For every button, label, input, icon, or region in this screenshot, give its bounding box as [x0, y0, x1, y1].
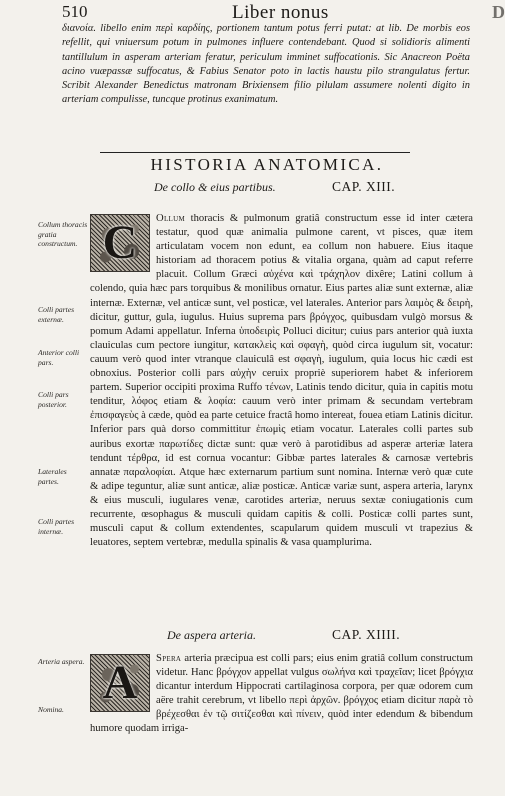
chapter-13-heading [62, 180, 472, 200]
chapter-13-body [90, 212, 473, 550]
margin-note: Arteria aspera. [38, 657, 85, 666]
margin-note: Collum thoracis gratia constructum. [38, 220, 88, 249]
chapter-14-text: arteria præcipua est colli pars; eius enim gratiâ collum constructum videtur. Hanc βρόγχον appellat vulgus σωλήνα καὶ τραχεῖαν; licet βρόγχια dicantur interdum Hippocrati cartilaginosa corpora, per quæ odorem cum aëre trahit cerebrum, vt libello περὶ ἀρχῶν. βρόγχος etiam dicitur παρὰ τὸ βρέχεσθαι ἐν τῷ σιτίζεσθαι καὶ πίνειν, quòd inter edendum & bibendum humore quodam irriga- [90, 653, 473, 735]
page-number: 510 [62, 2, 88, 21]
decorated-initial-c: C [90, 214, 150, 272]
margin-note: Anterior colli pars. [38, 348, 80, 367]
margin-note: Nomina. [38, 705, 64, 714]
section-title: HISTORIA ANATOMICA. [150, 155, 384, 174]
chapter-13-lead: Ollum [156, 213, 185, 224]
chapter-14-subtitle: De aspera arteria. [167, 628, 256, 642]
chapter-13-subtitle: De collo & eius partibus. [154, 180, 276, 194]
preceding-paragraph: διανοία. libello enim περὶ καρδίης, portionem tantum potus ferri putat: at lib. De morbis eos refellit, qui vniuersum potum in pulmones influere contendebant. Quod si solidioris alimenti tantillulum in asperam arteriam feratur, periculum imminet suffocationis. Sic Anacreon Poëta acino vuæpassæ suffocatus, & Fabius Senator poto in lactis haustu pilo strangulatus fertur. Scribit Alexander Benedictus matronam Brixiensem filio pilulam assumere nolenti digito in arteriam compulisse, tuncque protinus exanimatum. [62, 23, 470, 106]
chapter-13-number: CAP. XIII. [332, 179, 396, 194]
chapter-14-lead: Spera [156, 653, 182, 664]
chapter-14-body [90, 652, 473, 737]
section-divider [100, 152, 410, 153]
chapter-13-text: thoracis & pulmonum gratiâ constructum esse id inter cætera testatur, quod quæ animalia pulmone carent, vt pisces, quæ item articulatam vocem non edunt, ea collum non habuere. Eius itaque historiam ad thoracem potius & vitalia organa, quàm ad caput referre placuit. Collum Græci αὐχένα καὶ τράχηλον dixêre; Latini collum à colendo, quia hæc pars torquibus & monilibus ornatur. Eius partes aliæ sunt externæ, aliæ internæ. Externæ, vel anticæ sunt, vel posticæ, vel laterales. Anterior pars λαιμὸς & δειρὴ, dicitur, guttur, gula, iugulus. Huius suprema pars βρόγχος, quibusdam vulgò morsus & pomum Adami appellatur. Inferna ὑποδειρὶς Polluci dicitur; cuius pars anterior quà iuxta clauiculas cum pectore iungitur, κατακλεὶς καὶ σφαγὴ, quòd circa iugulum sit, vocatur: cauum verò quod inter vtranque clauiculâ est σφαγὴ, iugulum, quia locus hic cædi est obnoxius. Posterior colli pars αὐχὴν ceruix propriè superiorem habet & inferiorem partem. Superior occipiti proxima Ruffo τένων, Latinis tendo dicitur, quia in capitis motu tenditur, λόφος etiam & λοφία: cauum verò inter primam & secundam vertebram ἐπισφαγεὺς à cæde, quòd ea parte cetuice fractâ homo intereat, fouea etiam Latinis dicitur. Inferior pars quà dorso committitur ἐπωμὶς etiam vocatur. Laterales colli partes sub auribus exortæ παρωτίδες dictæ sunt: quæ verò à parotidibus ad asperæ arteriæ latera tendunt τέρθρα, id est cornua vocantur: Gibbæ partes laterales & carnosæ vertebris annatæ παραλοφίαι. Atque hæc externarum partium sunt nomina. Internæ verò quæ cute & adipe teguntur, aliæ sunt anticæ, aliæ posticæ. Anticæ variæ sunt, aspera arteria, larynx & eius musculi, iugulares venæ, carotides arteriæ, neruus sextæ coniugationis cum recurrente, œsophagus & musculi quidam capitis & colli. Posticæ colli partes sunt, musculi caput & collum extendentes, scapularum quidem musculi vt trapezius & leuatores, septem vertebræ, medulla spinalis & vasa quamplurima. [90, 213, 473, 549]
chapter-14-number: CAP. XIIII. [332, 627, 401, 642]
margin-note: Colli partes externæ. [38, 305, 75, 324]
chapter-14-heading [62, 628, 472, 648]
margin-note: Colli partes internæ. [38, 517, 75, 536]
decorated-initial-a: A [90, 654, 150, 712]
running-head: Liber nonus [232, 2, 329, 23]
margin-note: Colli pars posterior. [38, 390, 69, 409]
page-header [62, 2, 505, 24]
corner-letter: D [492, 2, 505, 22]
margin-note: Laterales partes. [38, 467, 67, 486]
